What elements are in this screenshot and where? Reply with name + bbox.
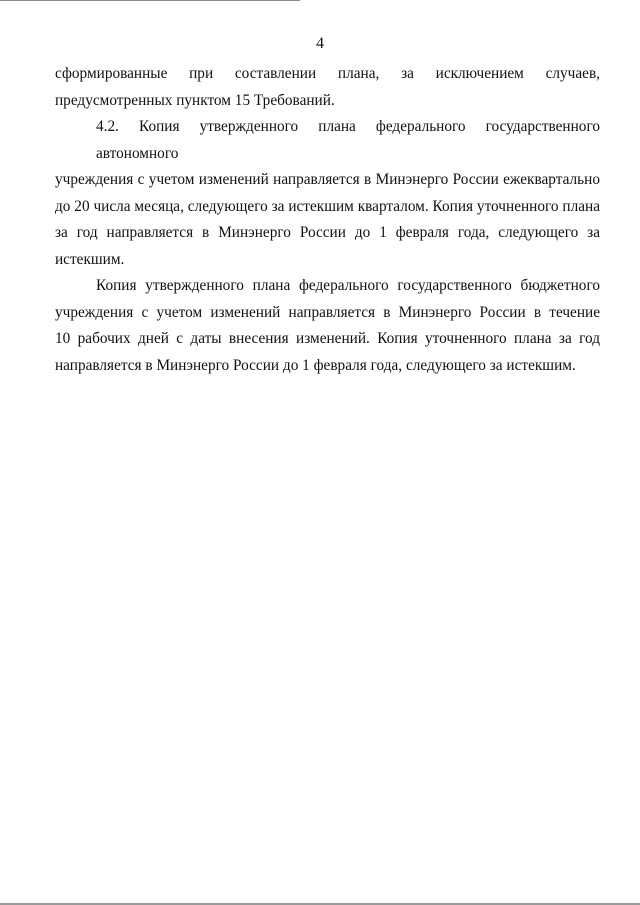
text-line: учреждения с учетом изменений направляется в Минэнерго России ежеквартально bbox=[55, 171, 600, 188]
page-number: 4 bbox=[316, 35, 324, 52]
text-line: сформированные при составлении плана, за исключением случаев, bbox=[55, 65, 600, 82]
text-line: 10 рабочих дней с даты внесения изменений. Копия уточненного плана за год bbox=[55, 330, 600, 347]
paragraph-1 bbox=[55, 61, 600, 114]
text-line: учреждения с учетом изменений направляется в Минэнерго России в течение bbox=[55, 303, 600, 321]
text-line: до 20 числа месяца, следующего за истекшим кварталом. Копия уточненного плана bbox=[55, 197, 600, 215]
text-line: направляется в Минэнерго России до 1 февраля года, следующего за истекшим. bbox=[55, 356, 576, 374]
text-line: предусмотренных пунктом 15 Требований. bbox=[55, 91, 335, 109]
text-line: 4.2. Копия утвержденного плана федерального государственного автономного bbox=[96, 118, 600, 162]
text-line: за год направляется в Минэнерго России до 1 февраля года, следующего за bbox=[55, 224, 600, 241]
text-line: истекшим. bbox=[55, 250, 125, 268]
text-line: Копия утвержденного плана федерального государственного бюджетного bbox=[96, 277, 600, 294]
paragraph-2 bbox=[55, 114, 600, 273]
document-body bbox=[55, 61, 600, 379]
scan-edge-top bbox=[0, 0, 300, 1]
paragraph-3 bbox=[55, 273, 600, 379]
